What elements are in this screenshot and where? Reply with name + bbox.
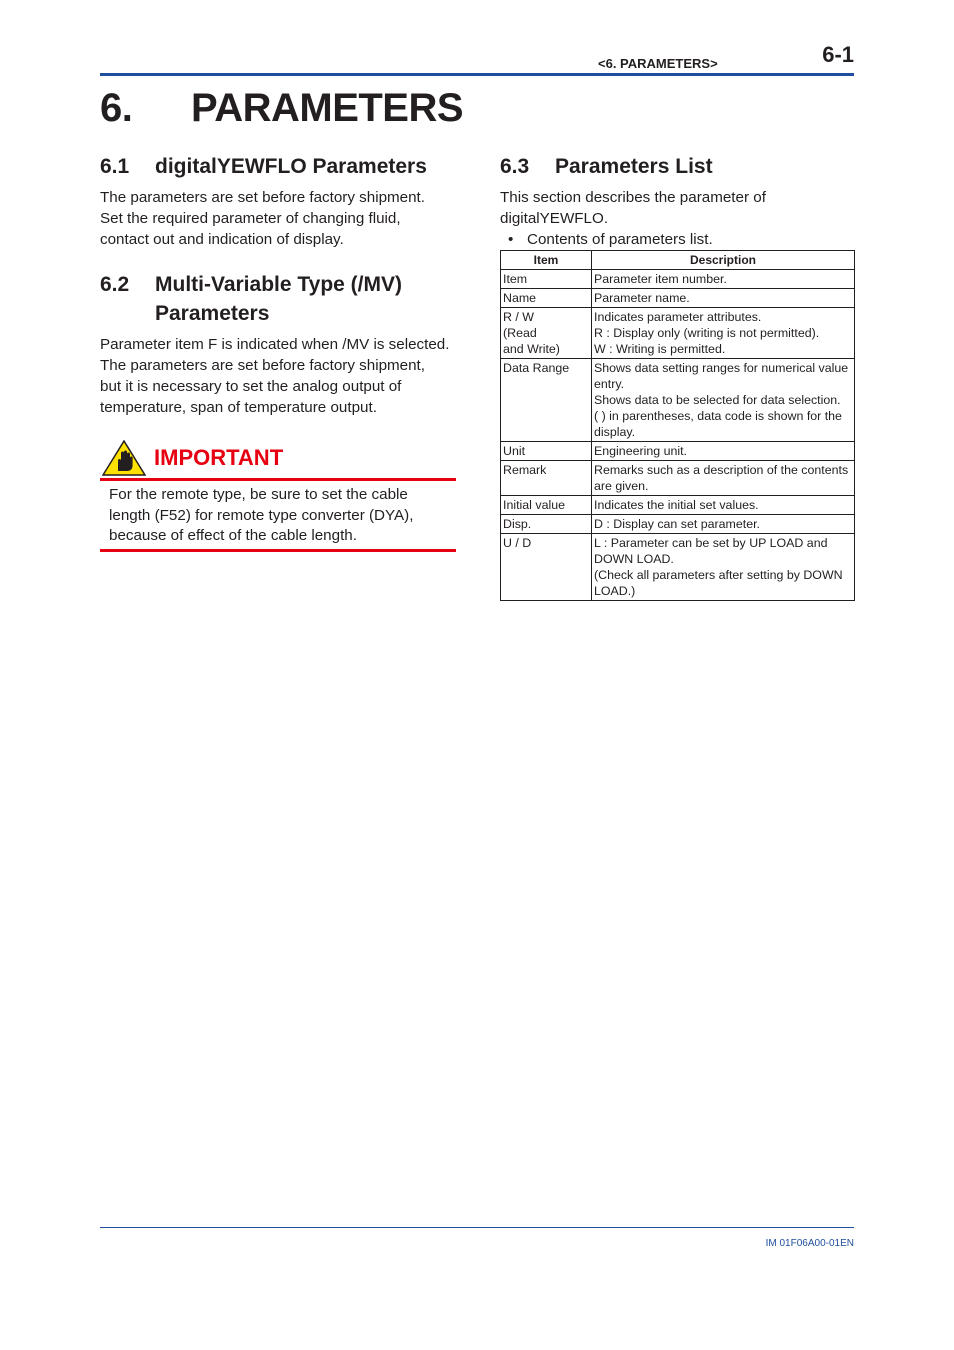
description-cell <box>592 515 855 534</box>
item-cell <box>501 359 592 442</box>
important-header <box>100 438 456 481</box>
item-text: Disp. <box>503 517 532 531</box>
column-header-description: Description <box>592 251 855 270</box>
body-line: Set the required parameter of changing fluid, <box>100 210 401 227</box>
running-header: <6. PARAMETERS> <box>598 56 718 71</box>
body-line: but it is necessary to set the analog output of <box>100 378 402 395</box>
description-text: D : Display can set parameter. <box>594 517 760 531</box>
warning-hand-icon <box>102 440 146 476</box>
description-cell <box>592 270 855 289</box>
description-text: Shows data setting ranges for numerical value <box>594 361 849 375</box>
important-title: IMPORTANT <box>154 445 284 470</box>
description-text: are given. <box>594 479 649 493</box>
item-text: R / W <box>503 310 534 324</box>
section-number: 6.1 <box>100 155 130 178</box>
important-notice <box>100 438 456 552</box>
description-cell <box>592 496 855 515</box>
section-heading <box>100 152 456 181</box>
table-header-row <box>501 251 855 270</box>
section-heading <box>500 152 856 181</box>
section-title-line: Parameters <box>155 302 270 325</box>
body-line: temperature, span of temperature output. <box>100 399 377 416</box>
item-cell <box>501 461 592 496</box>
section-title-line: Multi-Variable Type (/MV) <box>155 273 402 296</box>
chapter-title <box>100 86 463 131</box>
body-line: because of effect of the cable length. <box>109 527 357 544</box>
section-title: digitalYEWFLO Parameters <box>155 155 427 178</box>
table-row <box>501 515 855 534</box>
body-line: For the remote type, be sure to set the cable <box>109 486 408 503</box>
bullet-dot-icon: • <box>508 231 514 248</box>
item-cell <box>501 515 592 534</box>
table-row <box>501 496 855 515</box>
description-text: Shows data to be selected for data selection. <box>594 393 841 407</box>
description-text: Remarks such as a description of the contents <box>594 463 849 477</box>
item-text: Name <box>503 291 537 305</box>
item-cell <box>501 289 592 308</box>
description-text: L : Parameter can be set by UP LOAD and <box>594 536 828 550</box>
section-6-1 <box>100 150 456 250</box>
description-text: entry. <box>594 377 625 391</box>
item-text: Remark <box>503 463 547 477</box>
description-cell <box>592 359 855 442</box>
important-body <box>100 481 456 552</box>
section-6-2 <box>100 270 456 418</box>
description-cell <box>592 308 855 359</box>
description-text: Parameter name. <box>594 291 690 305</box>
chapter-title-text: PARAMETERS <box>191 86 464 130</box>
body-line: contact out and indication of display. <box>100 231 344 248</box>
left-column <box>100 150 456 552</box>
item-cell <box>501 308 592 359</box>
description-text: display. <box>594 425 636 439</box>
section-body <box>100 334 456 418</box>
section-body <box>500 187 856 229</box>
body-line: Parameter item F is indicated when /MV is selected. <box>100 336 450 353</box>
body-line: length (F52) for remote type converter (DYA), <box>109 506 414 524</box>
description-cell <box>592 289 855 308</box>
section-number: 6.2 <box>100 273 130 296</box>
item-cell <box>501 496 592 515</box>
description-text: ( ) in parentheses, data code is shown for the <box>594 409 842 423</box>
item-text: Unit <box>503 444 526 458</box>
section-heading <box>100 270 456 328</box>
description-cell <box>592 442 855 461</box>
bullet-item <box>500 230 856 250</box>
description-cell <box>592 534 855 601</box>
item-text: (Read <box>503 326 537 340</box>
item-cell <box>501 534 592 601</box>
page-number: 6-1 <box>822 42 854 67</box>
body-line: The parameters are set before factory shipment, <box>100 357 425 374</box>
body-line: This section describes the parameter of <box>500 189 766 206</box>
table-row <box>501 461 855 496</box>
item-text: Item <box>503 272 528 286</box>
item-text: Data Range <box>503 361 570 375</box>
table-row <box>501 289 855 308</box>
section-title: Parameters List <box>555 155 713 178</box>
item-text: Initial value <box>503 498 565 512</box>
item-text: U / D <box>503 536 532 550</box>
document-number: IM 01F06A00-01EN <box>765 1238 854 1249</box>
description-text: (Check all parameters after setting by DOWN <box>594 568 843 582</box>
table-row <box>501 534 855 601</box>
right-column <box>500 150 856 601</box>
description-text: DOWN LOAD. <box>594 552 674 566</box>
table-body <box>501 270 855 601</box>
section-6-3 <box>500 150 856 250</box>
description-text: W : Writing is permitted. <box>594 342 726 356</box>
table-row <box>501 270 855 289</box>
item-cell <box>501 270 592 289</box>
section-title <box>155 270 402 328</box>
description-text: R : Display only (writing is not permitted). <box>594 326 820 340</box>
parameters-list-table <box>500 250 855 601</box>
description-text: Engineering unit. <box>594 444 687 458</box>
description-text: Parameter item number. <box>594 272 727 286</box>
chapter-number: 6. <box>100 86 133 130</box>
description-text: Indicates the initial set values. <box>594 498 759 512</box>
body-line: The parameters are set before factory shipment. <box>100 189 425 206</box>
description-text: Indicates parameter attributes. <box>594 310 762 324</box>
item-cell <box>501 442 592 461</box>
column-header-item: Item <box>501 251 592 270</box>
item-text: and Write) <box>503 342 560 356</box>
table-row <box>501 442 855 461</box>
table-row <box>501 308 855 359</box>
section-body <box>100 187 456 250</box>
body-line: digitalYEWFLO. <box>500 210 609 227</box>
table-row <box>501 359 855 442</box>
description-cell <box>592 461 855 496</box>
footer-divider <box>100 1227 854 1228</box>
section-number: 6.3 <box>500 155 530 178</box>
header-divider <box>100 73 854 76</box>
bullet-text: Contents of parameters list. <box>527 231 713 248</box>
description-text: LOAD.) <box>594 584 636 598</box>
